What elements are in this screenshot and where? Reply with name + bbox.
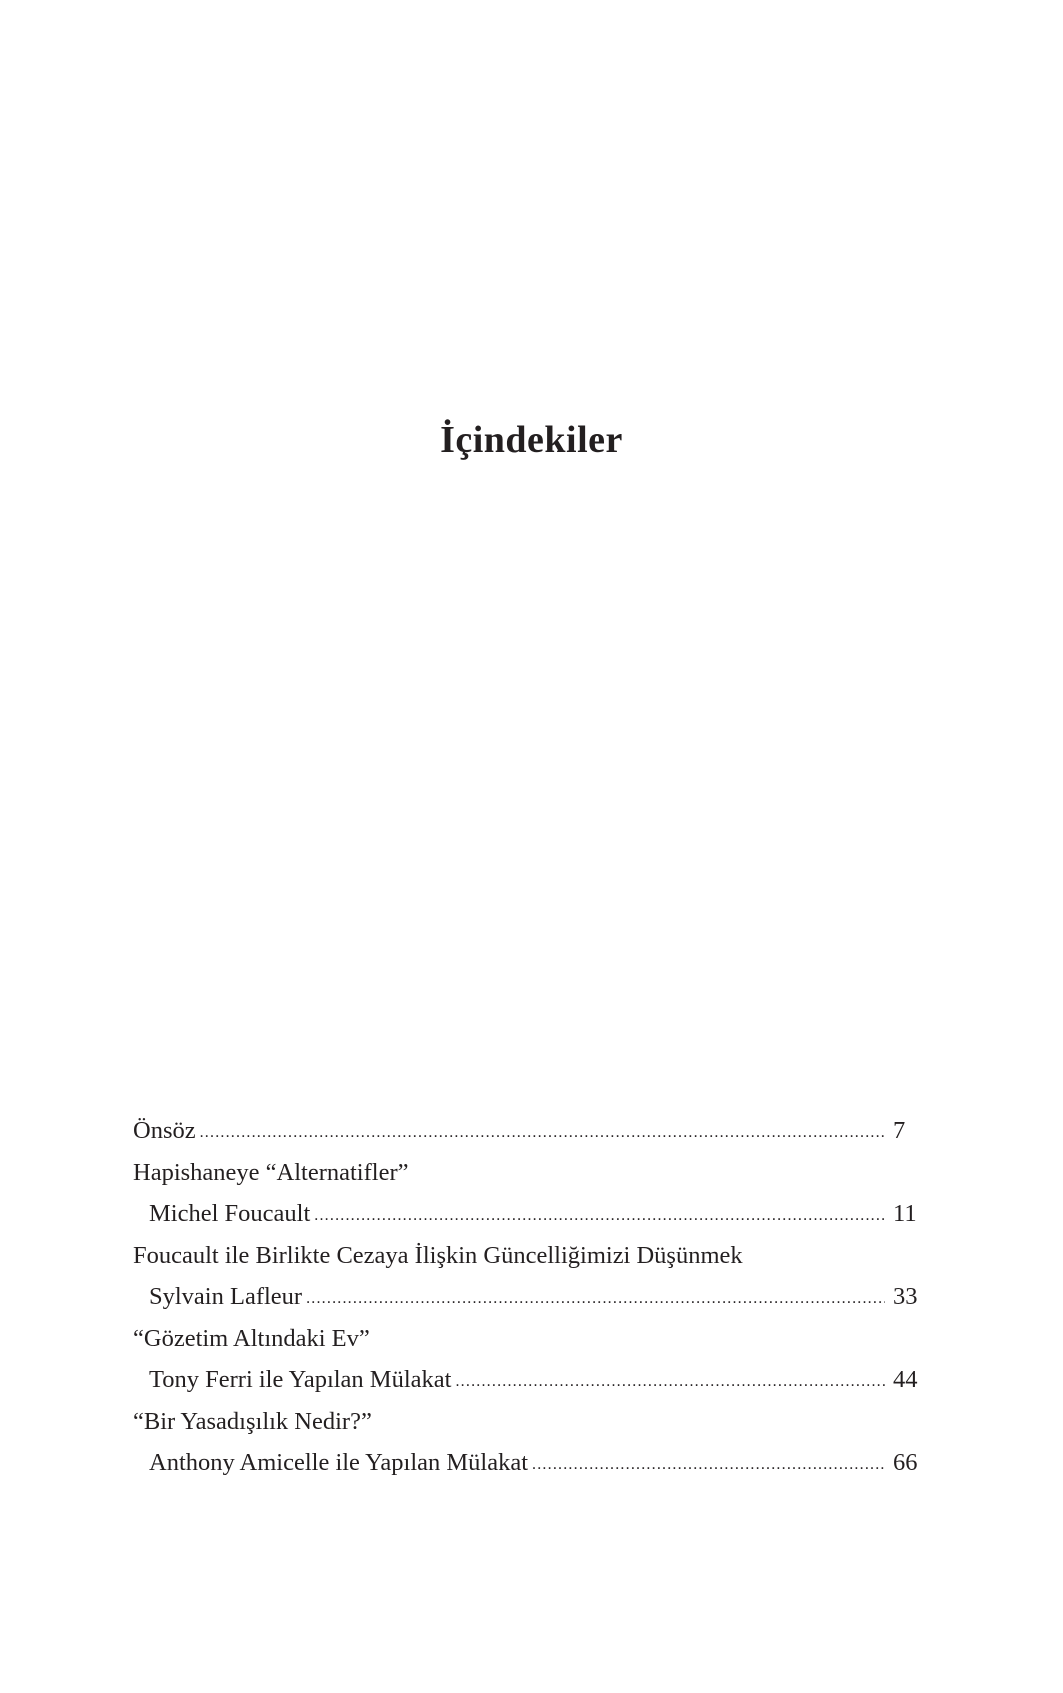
toc-section-heading: [133, 1152, 923, 1194]
toc-dot-leader: [455, 1361, 885, 1403]
table-of-contents: [133, 1110, 923, 1484]
toc-dot-leader: [306, 1278, 885, 1320]
page-title: İçindekiler: [440, 419, 623, 462]
toc-section-heading: [133, 1318, 923, 1360]
toc-page-number: 66: [893, 1449, 918, 1476]
toc-section-heading: [133, 1401, 923, 1443]
toc-entry-title: Önsöz: [133, 1117, 196, 1144]
toc-page-number: 33: [893, 1283, 918, 1310]
toc-entry-title: Anthony Amicelle ile Yapılan Mülakat: [149, 1449, 529, 1476]
toc-dot-leader: [200, 1112, 885, 1154]
toc-entry-amicelle[interactable]: [133, 1442, 923, 1484]
toc-section-title: “Bir Yasadışılık Nedir?”: [133, 1407, 372, 1435]
toc-section-title: Hapishaneye “Alternatifler”: [133, 1158, 409, 1186]
toc-section-heading: [133, 1235, 923, 1277]
toc-dot-leader: [314, 1195, 885, 1237]
toc-entry-ferri[interactable]: [133, 1359, 923, 1401]
toc-entry-title: Sylvain Lafleur: [149, 1283, 303, 1310]
toc-page-number: 44: [893, 1366, 918, 1393]
toc-entry-foucault[interactable]: [133, 1193, 923, 1235]
toc-section-title: “Gözetim Altındaki Ev”: [133, 1324, 370, 1352]
toc-entry-lafleur[interactable]: [133, 1276, 923, 1318]
toc-entry-onsoz[interactable]: [133, 1110, 923, 1152]
toc-page-number: 11: [893, 1200, 917, 1227]
toc-section-title: Foucault ile Birlikte Cezaya İlişkin Güncelliğimizi Düşünmek: [133, 1241, 743, 1269]
toc-page-number: 7: [893, 1117, 906, 1144]
toc-entry-title: Tony Ferri ile Yapılan Mülakat: [149, 1366, 452, 1393]
toc-dot-leader: [532, 1444, 885, 1486]
toc-entry-title: Michel Foucault: [149, 1200, 311, 1227]
